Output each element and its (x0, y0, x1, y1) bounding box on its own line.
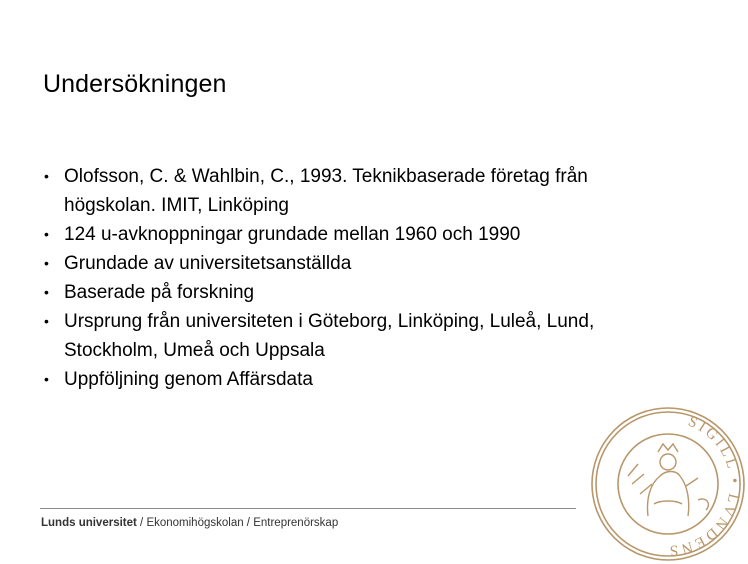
bullet-item: • 124 u-avknoppningar grundade mellan 1960 och 1990 (44, 220, 644, 249)
university-seal-icon (588, 404, 748, 564)
bullet-item: • Olofsson, C. & Wahlbin, C., 1993. Teknikbaserade företag från högskolan. IMIT, Linköping (44, 162, 644, 220)
seal-inscription: SIGILL • LVNDENS (666, 413, 743, 559)
slide-title: Undersökningen (43, 70, 227, 98)
bullet-item: • Grundade av universitetsanställda (44, 249, 644, 278)
footer-university: Lunds universitet (41, 517, 137, 529)
bullet-item: • Uppföljning genom Affärsdata (44, 365, 644, 394)
bullet-list (44, 162, 644, 394)
footer-divider (40, 508, 576, 509)
footer-path: / Ekonomihögskolan / Entreprenörskap (136, 517, 339, 529)
footer (41, 517, 338, 529)
bullet-item: • Baserade på forskning (44, 278, 644, 307)
bullet-item: • Ursprung från universiteten i Göteborg, Linköping, Luleå, Lund, Stockholm, Umeå och Uppsala (44, 307, 644, 365)
